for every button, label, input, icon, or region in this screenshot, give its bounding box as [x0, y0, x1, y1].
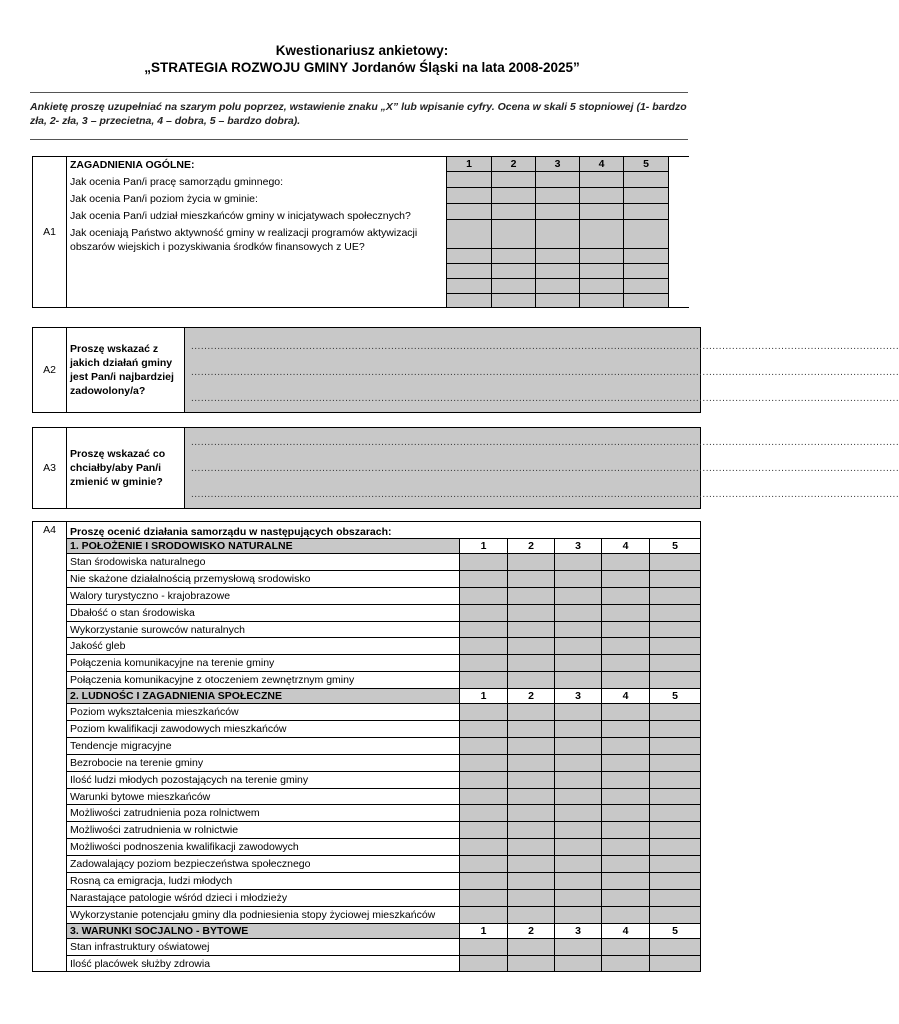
a4-rating-cell[interactable] — [602, 805, 650, 822]
a4-item-label: Dbałość o stan środowiska — [67, 604, 460, 621]
a4-item-label: Możliwości zatrudnienia poza rolnictwem — [67, 805, 460, 822]
a4-rating-cell[interactable] — [602, 955, 650, 972]
a4-rating-cell[interactable] — [508, 856, 555, 873]
a4-rating-cell[interactable] — [555, 856, 602, 873]
a4-rating-cell[interactable] — [650, 721, 701, 738]
a3-answer-line-1: ........................................................................................................................................................................................................................ — [191, 437, 899, 448]
a1-rating-cell[interactable] — [536, 204, 580, 220]
a4-rating-cell[interactable] — [460, 955, 508, 972]
a4-rating-cell[interactable] — [602, 822, 650, 839]
a4-rating-cell[interactable] — [460, 604, 508, 621]
a1-rating-cell[interactable] — [624, 264, 669, 279]
title-line-1: Kwestionariusz ankietowy: — [275, 43, 449, 58]
a4-rating-cell[interactable] — [508, 721, 555, 738]
a1-rating-cell[interactable] — [447, 249, 492, 264]
a4-rating-cell[interactable] — [602, 604, 650, 621]
a1-rating-cell[interactable] — [536, 220, 580, 249]
a4-rating-cell[interactable] — [508, 737, 555, 754]
a4-rating-cell[interactable] — [508, 822, 555, 839]
a4-rating-cell[interactable] — [555, 955, 602, 972]
a4-scale-header-5: 5 — [650, 689, 701, 704]
a4-rating-cell[interactable] — [508, 655, 555, 672]
a2-answer-line-3: ........................................................................................................................................................................................................................ — [191, 393, 899, 404]
a4-rating-cell[interactable] — [460, 839, 508, 856]
a4-rating-cell[interactable] — [555, 839, 602, 856]
a4-rating-cell[interactable] — [650, 672, 701, 689]
a4-scale-header-2: 2 — [508, 923, 555, 938]
a4-section-title: 3. WARUNKI SOCJALNO - BYTOWE — [67, 923, 460, 938]
a4-item-label: Zadowalający poziom bezpieczeństwa społecznego — [67, 856, 460, 873]
a1-rating-cell[interactable] — [447, 294, 492, 308]
instruction-text: Ankietę proszę uzupełniać na szarym polu poprzez, wstawienie znaku „X” lub wpisanie cyfry. Ocena w skali 5 stopniowej (1- bardzo zła, 2- zła, 3 – przecietna, 4 – dobra, 5 – bardzo dobra). — [30, 101, 687, 127]
a4-rating-cell[interactable] — [602, 788, 650, 805]
a4-scale-header-2: 2 — [508, 689, 555, 704]
a1-rating-cell[interactable] — [492, 249, 536, 264]
a4-item-label: Nie skażone działalnością przemysłową srodowisko — [67, 570, 460, 587]
a4-rating-cell[interactable] — [555, 737, 602, 754]
a4-rating-cell[interactable] — [650, 554, 701, 571]
a2-answer-line-2: ........................................................................................................................................................................................................................ — [191, 367, 899, 378]
a1-id: A1 — [33, 157, 67, 308]
a4-scale-header-4: 4 — [602, 923, 650, 938]
a4-rating-cell[interactable] — [602, 771, 650, 788]
a4-item-label: Ilość ludzi młodych pozostających na terenie gminy — [67, 771, 460, 788]
a2-id: A2 — [33, 328, 67, 413]
a1-scale-header-4: 4 — [580, 157, 624, 172]
a4-rating-cell[interactable] — [508, 839, 555, 856]
a1-rating-cell[interactable] — [624, 279, 669, 294]
a1-rating-cell[interactable] — [447, 204, 492, 220]
a1-scale-header-3: 3 — [536, 157, 580, 172]
a4-rating-cell[interactable] — [602, 570, 650, 587]
a4-rating-cell[interactable] — [602, 655, 650, 672]
a4-item-label: Wykorzystanie surowców naturalnych — [67, 621, 460, 638]
a4-rating-cell[interactable] — [555, 721, 602, 738]
a4-rating-cell[interactable] — [555, 754, 602, 771]
a4-item-label: Możliwości podnoszenia kwalifikacji zawodowych — [67, 839, 460, 856]
a4-rating-cell[interactable] — [602, 906, 650, 923]
a4-rating-cell[interactable] — [555, 655, 602, 672]
a4-rating-cell[interactable] — [650, 889, 701, 906]
a4-rating-cell[interactable] — [460, 704, 508, 721]
a4-rating-cell[interactable] — [650, 788, 701, 805]
a4-rating-cell[interactable] — [460, 587, 508, 604]
a1-spacer — [669, 188, 689, 204]
divider-bottom — [30, 139, 688, 140]
a4-rating-cell[interactable] — [460, 638, 508, 655]
a3-answer-line-3: ........................................................................................................................................................................................................................ — [191, 489, 899, 500]
a4-rating-cell[interactable] — [555, 805, 602, 822]
a4-rating-cell[interactable] — [650, 822, 701, 839]
a4-rating-cell[interactable] — [602, 587, 650, 604]
a1-rating-cell[interactable] — [447, 172, 492, 188]
a3-answer-field[interactable] — [185, 428, 899, 509]
a4-rating-cell[interactable] — [460, 788, 508, 805]
a4-rating-cell[interactable] — [555, 822, 602, 839]
a4-rating-cell[interactable] — [460, 873, 508, 890]
a1-scale-header-5: 5 — [624, 157, 669, 172]
a4-scale-header-5: 5 — [650, 923, 701, 938]
a1-questions — [67, 157, 447, 308]
a4-rating-cell[interactable] — [650, 587, 701, 604]
a1-scale-header-1: 1 — [447, 157, 492, 172]
a4-scale-header-1: 1 — [460, 689, 508, 704]
a4-rating-cell[interactable] — [555, 604, 602, 621]
a4-rating-cell[interactable] — [602, 889, 650, 906]
a4-item-label: Wykorzystanie potencjału gminy dla podniesienia stopy życiowej mieszkańców — [67, 906, 460, 923]
a4-rating-cell[interactable] — [508, 554, 555, 571]
a4-rating-cell[interactable] — [602, 737, 650, 754]
a4-item-label: Bezrobocie na terenie gminy — [67, 754, 460, 771]
a4-rating-cell[interactable] — [508, 938, 555, 955]
a4-rating-cell[interactable] — [650, 604, 701, 621]
a4-rating-cell[interactable] — [602, 754, 650, 771]
a1-rating-cell[interactable] — [580, 279, 624, 294]
a1-rating-cell[interactable] — [624, 220, 669, 249]
a4-item-label: Jakość gleb — [67, 638, 460, 655]
a4-rating-cell[interactable] — [508, 704, 555, 721]
a4-section-title: 1. POŁOŻENIE I SRODOWISKO NATURALNE — [67, 539, 460, 554]
a1-spacer — [669, 249, 689, 264]
a1-rating-cell[interactable] — [536, 294, 580, 308]
a1-rating-cell[interactable] — [624, 249, 669, 264]
a1-question: Jak ocenia Pan/i pracę samorządu gminnego: — [70, 176, 284, 188]
a1-heading: ZAGADNIENIA OGÓLNE: — [70, 159, 195, 171]
a4-rating-cell[interactable] — [460, 621, 508, 638]
a4-rating-cell[interactable] — [602, 856, 650, 873]
a1-rating-cell[interactable] — [580, 294, 624, 308]
a3-question: Proszę wskazać co chciałby/aby Pan/i zmienić w gminie? — [67, 428, 185, 509]
a4-rating-cell[interactable] — [555, 889, 602, 906]
a4-rating-cell[interactable] — [508, 570, 555, 587]
a4-rating-cell[interactable] — [508, 621, 555, 638]
a4-rating-cell[interactable] — [508, 754, 555, 771]
a4-scale-header-3: 3 — [555, 923, 602, 938]
a4-rating-cell[interactable] — [650, 570, 701, 587]
a2-table — [32, 327, 899, 413]
a4-item-label: Poziom wykształcenia mieszkańców — [67, 704, 460, 721]
a1-rating-cell[interactable] — [624, 188, 669, 204]
a3-table — [32, 427, 899, 509]
a4-scale-header-4: 4 — [602, 689, 650, 704]
a3-answer-line-2: ........................................................................................................................................................................................................................ — [191, 463, 899, 474]
a4-scale-header-1: 1 — [460, 923, 508, 938]
a4-rating-cell[interactable] — [555, 621, 602, 638]
a1-rating-cell[interactable] — [492, 172, 536, 188]
a4-rating-cell[interactable] — [460, 721, 508, 738]
a4-rating-cell[interactable] — [555, 938, 602, 955]
a4-rating-cell[interactable] — [460, 737, 508, 754]
a4-rating-cell[interactable] — [460, 822, 508, 839]
a1-spacer — [669, 294, 689, 308]
a1-rating-cell[interactable] — [536, 172, 580, 188]
a4-rating-cell[interactable] — [602, 672, 650, 689]
a4-rating-cell[interactable] — [460, 754, 508, 771]
a4-rating-cell[interactable] — [650, 856, 701, 873]
title-line-2: „STRATEGIA ROZWOJU GMINY Jordanów Śląski na lata 2008-2025” — [144, 60, 580, 75]
a1-spacer — [669, 157, 689, 172]
a4-rating-cell[interactable] — [650, 938, 701, 955]
a1-rating-cell[interactable] — [624, 204, 669, 220]
page-title — [0, 42, 724, 76]
a4-rating-cell[interactable] — [650, 805, 701, 822]
a3-id: A3 — [33, 428, 67, 509]
a1-rating-cell[interactable] — [492, 204, 536, 220]
a4-item-label: Walory turystyczno - krajobrazowe — [67, 587, 460, 604]
a1-rating-cell[interactable] — [580, 249, 624, 264]
a4-rating-cell[interactable] — [555, 554, 602, 571]
a4-rating-cell[interactable] — [650, 771, 701, 788]
a4-item-label: Tendencje migracyjne — [67, 737, 460, 754]
a2-answer-field[interactable] — [185, 328, 899, 413]
a1-rating-cell[interactable] — [492, 188, 536, 204]
a4-rating-cell[interactable] — [460, 906, 508, 923]
a4-rating-cell[interactable] — [555, 873, 602, 890]
a4-heading: Proszę ocenić działania samorządu w następujących obszarach: — [67, 522, 701, 539]
a4-scale-header-4: 4 — [602, 539, 650, 554]
a4-rating-cell[interactable] — [508, 587, 555, 604]
a4-rating-cell[interactable] — [460, 570, 508, 587]
a1-rating-cell[interactable] — [447, 264, 492, 279]
a1-spacer — [669, 264, 689, 279]
a4-rating-cell[interactable] — [508, 805, 555, 822]
a1-rating-cell[interactable] — [492, 264, 536, 279]
a4-rating-cell[interactable] — [508, 771, 555, 788]
a4-rating-cell[interactable] — [508, 889, 555, 906]
a4-scale-header-1: 1 — [460, 539, 508, 554]
a4-scale-header-3: 3 — [555, 689, 602, 704]
a1-rating-cell[interactable] — [624, 172, 669, 188]
a4-rating-cell[interactable] — [650, 737, 701, 754]
a4-rating-cell[interactable] — [650, 621, 701, 638]
a1-question: Jak ocenia Pan/i poziom życia w gminie: — [70, 193, 258, 205]
a1-rating-cell[interactable] — [492, 294, 536, 308]
a4-rating-cell[interactable] — [460, 856, 508, 873]
a1-question: Jak oceniają Państwo aktywność gminy w realizacji programów aktywizacji obszarów wiejskich i pozyskiwania środków finansowych z UE? — [70, 227, 418, 253]
a4-rating-cell[interactable] — [555, 672, 602, 689]
a4-scale-header-2: 2 — [508, 539, 555, 554]
a1-rating-cell[interactable] — [580, 264, 624, 279]
a4-rating-cell[interactable] — [508, 672, 555, 689]
a4-rating-cell[interactable] — [602, 873, 650, 890]
a4-rating-cell[interactable] — [460, 889, 508, 906]
a4-rating-cell[interactable] — [602, 839, 650, 856]
a4-rating-cell[interactable] — [555, 771, 602, 788]
a1-rating-cell[interactable] — [536, 249, 580, 264]
a4-rating-cell[interactable] — [650, 754, 701, 771]
a4-rating-cell[interactable] — [508, 788, 555, 805]
a1-rating-cell[interactable] — [492, 279, 536, 294]
a2-answer-line-1: ........................................................................................................................................................................................................................ — [191, 341, 899, 352]
a4-rating-cell[interactable] — [602, 938, 650, 955]
a1-spacer — [669, 204, 689, 220]
a4-section-title: 2. LUDNOŚC I ZAGADNIENIA SPOŁECZNE — [67, 689, 460, 704]
a4-item-label: Połączenia komunikacyjne z otoczeniem zewnętrznym gminy — [67, 672, 460, 689]
a1-rating-cell[interactable] — [536, 188, 580, 204]
a4-rating-cell[interactable] — [602, 721, 650, 738]
a1-rating-cell[interactable] — [492, 220, 536, 249]
a1-rating-cell[interactable] — [447, 220, 492, 249]
a4-rating-cell[interactable] — [508, 604, 555, 621]
a1-rating-cell[interactable] — [447, 188, 492, 204]
a4-rating-cell[interactable] — [555, 788, 602, 805]
a4-rating-cell[interactable] — [460, 672, 508, 689]
a4-item-label: Narastające patologie wśród dzieci i młodzieży — [67, 889, 460, 906]
divider-top — [30, 92, 688, 93]
a4-rating-cell[interactable] — [650, 955, 701, 972]
a4-rating-cell[interactable] — [508, 906, 555, 923]
a4-item-label: Rosną ca emigracja, ludzi młodych — [67, 873, 460, 890]
a4-rating-cell[interactable] — [650, 704, 701, 721]
a4-item-label: Stan środowiska naturalnego — [67, 554, 460, 571]
a4-rating-cell[interactable] — [460, 938, 508, 955]
a4-item-label: Połączenia komunikacyjne na terenie gminy — [67, 655, 460, 672]
a4-rating-cell[interactable] — [460, 554, 508, 571]
a4-rating-cell[interactable] — [650, 655, 701, 672]
a4-rating-cell[interactable] — [602, 638, 650, 655]
a4-item-label: Możliwości zatrudnienia w rolnictwie — [67, 822, 460, 839]
a4-item-label: Warunki bytowe mieszkańców — [67, 788, 460, 805]
a4-table — [32, 521, 701, 972]
a1-rating-cell[interactable] — [447, 279, 492, 294]
a4-rating-cell[interactable] — [555, 906, 602, 923]
a1-rating-cell[interactable] — [536, 264, 580, 279]
a1-rating-cell[interactable] — [580, 188, 624, 204]
a4-rating-cell[interactable] — [460, 655, 508, 672]
a4-rating-cell[interactable] — [555, 570, 602, 587]
a4-item-label: Poziom kwalifikacji zawodowych mieszkańców — [67, 721, 460, 738]
a4-rating-cell[interactable] — [460, 771, 508, 788]
a4-item-label: Ilość placówek służby zdrowia — [67, 955, 460, 972]
a4-scale-header-3: 3 — [555, 539, 602, 554]
a4-rating-cell[interactable] — [602, 621, 650, 638]
a1-rating-cell[interactable] — [580, 204, 624, 220]
a4-rating-cell[interactable] — [602, 554, 650, 571]
a1-rating-cell[interactable] — [536, 279, 580, 294]
a1-question: Jak ocenia Pan/i udział mieszkańców gminy w inicjatywach społecznych? — [70, 210, 411, 222]
a1-spacer — [669, 172, 689, 188]
a4-item-label: Stan infrastruktury oświatowej — [67, 938, 460, 955]
a1-scale-header-2: 2 — [492, 157, 536, 172]
a4-rating-cell[interactable] — [555, 704, 602, 721]
a4-scale-header-5: 5 — [650, 539, 701, 554]
a4-rating-cell[interactable] — [508, 955, 555, 972]
a1-table — [32, 156, 689, 308]
a4-rating-cell[interactable] — [602, 704, 650, 721]
a4-id: A4 — [33, 522, 67, 972]
a4-rating-cell[interactable] — [555, 587, 602, 604]
a4-rating-cell[interactable] — [508, 638, 555, 655]
a4-rating-cell[interactable] — [555, 638, 602, 655]
a4-rating-cell[interactable] — [650, 873, 701, 890]
a4-rating-cell[interactable] — [650, 839, 701, 856]
a4-rating-cell[interactable] — [460, 805, 508, 822]
a4-rating-cell[interactable] — [508, 873, 555, 890]
a4-rating-cell[interactable] — [650, 638, 701, 655]
a1-spacer — [669, 279, 689, 294]
a1-rating-cell[interactable] — [580, 172, 624, 188]
a4-rating-cell[interactable] — [650, 906, 701, 923]
a1-spacer — [669, 220, 689, 249]
a1-rating-cell[interactable] — [580, 220, 624, 249]
a1-rating-cell[interactable] — [624, 294, 669, 308]
a2-question: Proszę wskazać z jakich działań gminy jest Pan/i najbardziej zadowolony/a? — [67, 328, 185, 413]
